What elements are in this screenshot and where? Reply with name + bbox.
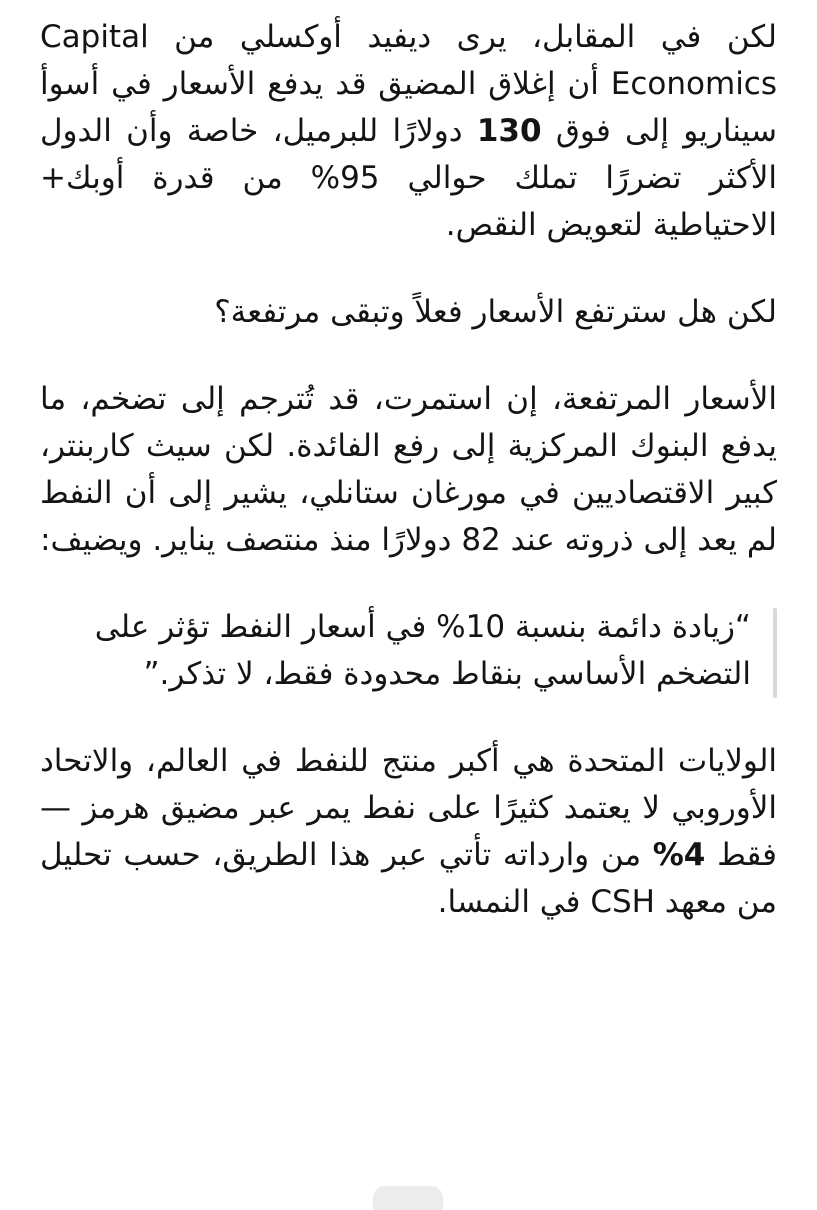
paragraph-carpenter: الأسعار المرتفعة، إن استمرت، قد تُترجم إلى تضخم، ما يدفع البنوك المركزية إلى رفع الفائدة. لكن سيث كاربنتر، كبير الاقتصاديين في مورغان ستانلي، يشير إلى أن النفط لم يعد إلى ذروته عند 82 دولارًا منذ منتصف يناير. ويضيف: <box>40 381 777 558</box>
percent-4-highlight: 4% <box>652 837 706 873</box>
paragraph-oxley <box>40 14 777 249</box>
paragraph-oxley-text-a: لكن في المقابل، يرى ديفيد أوكسلي من Capital Economics أن إغلاق المضيق قد يدفع الأسعار في أسوأ سيناريو إلى فوق <box>40 19 777 149</box>
blockquote-text: “زيادة دائمة بنسبة 10% في أسعار النفط تؤثر على التضخم الأساسي بنقاط محدودة فقط، لا تذكر.” <box>94 609 751 692</box>
article-body <box>40 14 777 926</box>
paragraph-us-eu-text-c: من وارداته تأتي عبر هذا الطريق، حسب تحليل من معهد CSH في النمسا. <box>40 837 777 920</box>
paragraph-us-eu-text-a: الولايات المتحدة هي أكبر منتج للنفط في العالم، والاتحاد الأوروبي لا يعتمد كثيرًا على نفط يمر عبر مضيق هرمز — فقط <box>40 743 777 873</box>
blockquote-bar <box>773 608 777 698</box>
paragraph-us-eu <box>40 738 777 926</box>
price-130-highlight: 130 <box>476 113 542 149</box>
section-question: لكن هل سترتفع الأسعار فعلاً وتبقى مرتفعة؟ <box>214 294 777 330</box>
paragraph-oxley-text-c: دولارًا للبرميل، خاصة وأن الدول الأكثر تضررًا تملك حوالي 95% من قدرة أوبك+ الاحتياطية لتعويض النقص. <box>40 113 777 243</box>
blockquote <box>40 604 777 698</box>
bottom-sheet-handle[interactable] <box>373 1186 443 1210</box>
